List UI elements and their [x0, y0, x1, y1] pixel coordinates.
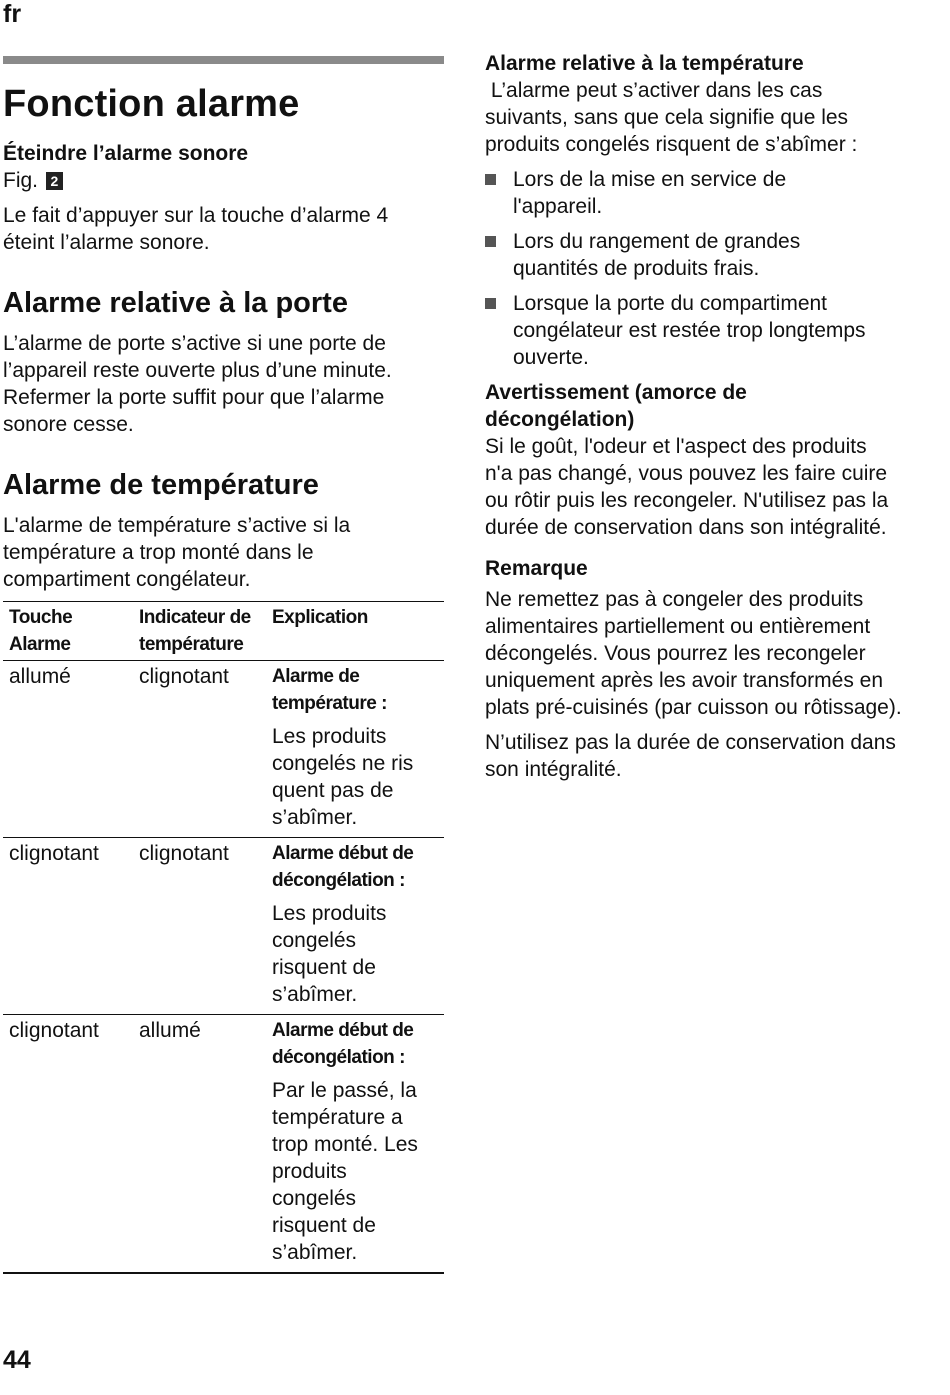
list-item	[485, 228, 853, 282]
cell-explication	[266, 1015, 444, 1274]
cell-indicateur: clignotant	[139, 665, 229, 688]
page-title: Fonction alarme	[3, 83, 300, 125]
section-silence-alarm	[3, 140, 444, 256]
alarm-table	[3, 601, 444, 1274]
top-rule	[3, 56, 444, 64]
explanation-text: Les produits congelés ne ris quent pas de s’abîmer.	[272, 725, 414, 829]
cell-explication	[266, 661, 444, 838]
cell-touche: clignotant	[9, 842, 99, 865]
section-temperature-alarm	[3, 468, 444, 593]
list-item-text: Lors du rangement de grandes quantités de produits frais.	[513, 230, 801, 280]
header-indicateur: Indicateur de température	[139, 607, 251, 655]
section-warning	[485, 379, 930, 541]
figure-number-badge: 2	[46, 172, 63, 190]
remark-heading: Remarque	[485, 557, 588, 580]
square-bullet-icon	[485, 298, 496, 309]
section-door-alarm	[3, 286, 444, 438]
table-row	[3, 838, 444, 1015]
cell-indicateur: allumé	[139, 1019, 201, 1042]
language-code: fr	[3, 0, 22, 28]
section-temperature-alarm-info	[485, 50, 930, 371]
section-heading: Éteindre l’alarme sonore	[3, 142, 249, 165]
explanation-text: Les produits congelés risquent de s’abîmer.	[272, 902, 387, 1006]
cell-touche: allumé	[9, 665, 71, 688]
section-remark	[485, 555, 930, 783]
list-item-text: Lors de la mise en service de l'appareil.	[513, 168, 787, 218]
cell-explication	[266, 838, 444, 1015]
section-text: L’alarme peut s’activer dans les cas suivants, sans que cela signifie que les produits congelés risquent de s’abîmer :	[485, 79, 858, 156]
section-heading: Alarme de température	[3, 469, 319, 501]
section-text: Le fait d’appuyer sur la touche d’alarme 4 éteint l’alarme sonore.	[3, 204, 389, 254]
cell-indicateur: clignotant	[139, 842, 229, 865]
remark-text: Ne remettez pas à congeler des produits alimentaires partiellement ou entièrement décongelés. Vous pourrez les recongeler uniquement après les avoir transformés en plats pré-cuisinés (par cuisson ou rôtissage).	[485, 588, 902, 719]
explanation-title: Alarme début de décongélation :	[272, 843, 414, 891]
warning-heading: Avertissement (amorce de décongélation)	[485, 381, 747, 431]
explanation-text: Par le passé, la température a trop monté. Les produits congelés risquent de s’abîmer.	[272, 1079, 418, 1264]
warning-text: Si le goût, l'odeur et l'aspect des produits n'a pas changé, vous pouvez les faire cuire ou rôtir puis les recongeler. N'utilisez pas la durée de conservation dans son intégralité.	[485, 435, 889, 539]
remark-text: N’utilisez pas la durée de conservation dans son intégralité.	[485, 731, 896, 781]
section-text: L’alarme de porte s’active si une porte de l’appareil reste ouverte plus d’une minute. Refermer la porte suffit pour que l’alarme sonore cesse.	[3, 332, 392, 436]
list-item	[485, 290, 930, 371]
table-header-row	[3, 602, 444, 661]
explanation-title: Alarme de température :	[272, 666, 387, 714]
table-row	[3, 1015, 444, 1274]
list-item	[485, 166, 813, 220]
right-column	[485, 50, 930, 783]
figure-reference	[3, 167, 444, 194]
left-column	[3, 56, 444, 1274]
bullet-list	[485, 166, 930, 371]
figure-label: Fig.	[3, 169, 39, 192]
section-text: L'alarme de température s’active si la température a trop monté dans le compartiment congélateur.	[3, 514, 351, 591]
explanation-title: Alarme début de décongélation :	[272, 1020, 414, 1068]
page-number: 44	[3, 1346, 31, 1374]
header-explication: Explication	[272, 607, 368, 628]
section-heading: Alarme relative à la température	[485, 52, 804, 75]
list-item-text: Lorsque la porte du compartiment congélateur est restée trop longtemps ouverte.	[513, 292, 866, 369]
square-bullet-icon	[485, 236, 496, 247]
cell-touche: clignotant	[9, 1019, 99, 1042]
table-row	[3, 661, 444, 838]
square-bullet-icon	[485, 174, 496, 185]
header-touche: Touche Alarme	[9, 607, 73, 655]
section-heading: Alarme relative à la porte	[3, 287, 348, 319]
